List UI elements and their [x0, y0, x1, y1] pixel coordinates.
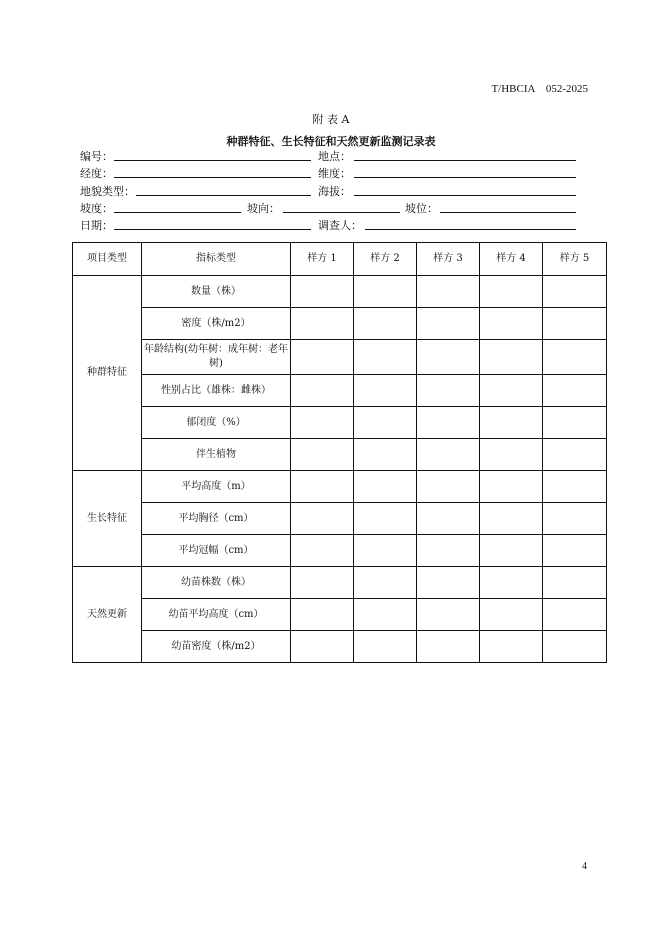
- header-plot-4: 样方 4: [480, 243, 543, 276]
- slope-position-field[interactable]: [405, 200, 576, 216]
- data-cell[interactable]: [417, 439, 480, 471]
- data-cell[interactable]: [543, 599, 607, 631]
- date-field[interactable]: [80, 217, 315, 233]
- data-cell[interactable]: [291, 340, 354, 375]
- data-cell[interactable]: [291, 407, 354, 439]
- data-cell[interactable]: [480, 631, 543, 663]
- form-title: 种群特征、生长特征和天然更新监测记录表: [226, 135, 436, 148]
- indicator-cell: 平均高度（m）: [142, 471, 291, 503]
- slope-input-line[interactable]: [114, 212, 241, 213]
- code-label: 编号：: [80, 150, 113, 163]
- data-cell[interactable]: [354, 535, 417, 567]
- indicator-cell: 平均冠幅（cm）: [142, 535, 291, 567]
- header-category: 项目类型: [73, 243, 142, 276]
- data-cell[interactable]: [417, 535, 480, 567]
- data-cell[interactable]: [417, 340, 480, 375]
- altitude-label: 海拔：: [318, 185, 351, 198]
- data-cell[interactable]: [417, 599, 480, 631]
- altitude-input-line[interactable]: [354, 195, 576, 196]
- data-cell[interactable]: [543, 535, 607, 567]
- data-cell[interactable]: [543, 503, 607, 535]
- table-row: [73, 599, 607, 631]
- field-row-slope: [80, 200, 576, 216]
- data-cell[interactable]: [543, 308, 607, 340]
- data-cell[interactable]: [480, 535, 543, 567]
- data-cell[interactable]: [480, 439, 543, 471]
- slope-position-label: 坡位：: [405, 202, 438, 215]
- indicator-cell: 幼苗平均高度（cm）: [142, 599, 291, 631]
- investigator-input-line[interactable]: [365, 229, 576, 230]
- latitude-field[interactable]: [318, 165, 576, 181]
- data-cell[interactable]: [417, 375, 480, 407]
- table-row: [73, 503, 607, 535]
- table-row: [73, 471, 607, 503]
- data-cell[interactable]: [480, 599, 543, 631]
- indicator-cell: 幼苗株数（株）: [142, 567, 291, 599]
- table-row: [73, 407, 607, 439]
- longitude-field[interactable]: [80, 165, 315, 181]
- indicator-cell: 密度（株/m2）: [142, 308, 291, 340]
- code-field[interactable]: [80, 148, 315, 164]
- field-row-code-location: [80, 148, 576, 164]
- code-input-line[interactable]: [114, 160, 311, 161]
- altitude-field[interactable]: [318, 183, 576, 199]
- table-row: [73, 439, 607, 471]
- indicator-cell: 性别占比（雄株：雌株）: [142, 375, 291, 407]
- data-cell[interactable]: [354, 276, 417, 308]
- data-cell[interactable]: [543, 631, 607, 663]
- date-label: 日期：: [80, 219, 113, 232]
- indicator-cell: 幼苗密度（株/m2）: [142, 631, 291, 663]
- document-code: T/HBCIA 052-2025: [491, 83, 588, 95]
- location-input-line[interactable]: [354, 160, 576, 161]
- latitude-input-line[interactable]: [354, 177, 576, 178]
- header-plot-2: 样方 2: [354, 243, 417, 276]
- landform-field[interactable]: [80, 183, 315, 199]
- longitude-input-line[interactable]: [114, 177, 311, 178]
- data-cell[interactable]: [354, 471, 417, 503]
- data-cell[interactable]: [480, 276, 543, 308]
- table-row: [73, 567, 607, 599]
- data-cell[interactable]: [480, 308, 543, 340]
- data-cell[interactable]: [291, 375, 354, 407]
- data-cell[interactable]: [291, 276, 354, 308]
- data-cell[interactable]: [543, 340, 607, 375]
- data-cell[interactable]: [417, 276, 480, 308]
- location-field[interactable]: [318, 148, 576, 164]
- data-cell[interactable]: [480, 471, 543, 503]
- table-header-row: [73, 243, 607, 276]
- page-number: 4: [582, 861, 587, 872]
- aspect-label: 坡向：: [247, 202, 280, 215]
- table-row: [73, 340, 607, 375]
- investigator-field[interactable]: [318, 217, 576, 233]
- data-cell[interactable]: [291, 308, 354, 340]
- data-cell[interactable]: [354, 503, 417, 535]
- landform-input-line[interactable]: [136, 195, 311, 196]
- data-cell[interactable]: [543, 567, 607, 599]
- table-row: [73, 375, 607, 407]
- field-row-landform-altitude: [80, 183, 576, 199]
- indicator-cell: 伴生植物: [142, 439, 291, 471]
- appendix-title: 附 表 A: [312, 113, 350, 126]
- data-cell[interactable]: [480, 340, 543, 375]
- data-cell[interactable]: [291, 471, 354, 503]
- longitude-label: 经度：: [80, 167, 113, 180]
- indicator-cell: 平均胸径（cm）: [142, 503, 291, 535]
- data-cell[interactable]: [417, 308, 480, 340]
- table-row: [73, 535, 607, 567]
- category-growth: 生长特征: [73, 471, 142, 567]
- data-cell[interactable]: [291, 631, 354, 663]
- data-cell[interactable]: [291, 567, 354, 599]
- latitude-label: 维度：: [318, 167, 351, 180]
- data-cell[interactable]: [417, 471, 480, 503]
- category-population: 种群特征: [73, 276, 142, 471]
- indicator-cell: 年龄结构(幼年树：成年树：老年树): [142, 340, 291, 375]
- category-natural-regeneration: 天然更新: [73, 567, 142, 663]
- data-cell[interactable]: [543, 439, 607, 471]
- header-plot-1: 样方 1: [291, 243, 354, 276]
- monitoring-record-table: [72, 242, 607, 663]
- investigator-label: 调查人：: [318, 219, 362, 232]
- data-cell[interactable]: [480, 375, 543, 407]
- data-cell[interactable]: [354, 599, 417, 631]
- data-cell[interactable]: [291, 503, 354, 535]
- data-cell[interactable]: [291, 535, 354, 567]
- data-cell[interactable]: [480, 567, 543, 599]
- data-cell[interactable]: [543, 471, 607, 503]
- location-label: 地点：: [318, 150, 351, 163]
- aspect-field[interactable]: [247, 200, 403, 216]
- header-indicator: 指标类型: [142, 243, 291, 276]
- data-cell[interactable]: [354, 407, 417, 439]
- header-plot-3: 样方 3: [417, 243, 480, 276]
- data-cell[interactable]: [417, 503, 480, 535]
- slope-field[interactable]: [80, 200, 245, 216]
- table-row: [73, 308, 607, 340]
- data-cell[interactable]: [543, 407, 607, 439]
- data-cell[interactable]: [354, 439, 417, 471]
- aspect-input-line[interactable]: [283, 212, 400, 213]
- data-cell[interactable]: [354, 340, 417, 375]
- data-cell[interactable]: [417, 567, 480, 599]
- indicator-cell: 郁闭度（%）: [142, 407, 291, 439]
- data-cell[interactable]: [417, 407, 480, 439]
- date-input-line[interactable]: [114, 229, 311, 230]
- table-row: [73, 631, 607, 663]
- landform-label: 地貌类型：: [80, 185, 135, 198]
- data-cell[interactable]: [543, 375, 607, 407]
- field-row-date-investigator: [80, 217, 576, 233]
- table-row: [73, 276, 607, 308]
- data-cell[interactable]: [480, 503, 543, 535]
- data-cell[interactable]: [354, 308, 417, 340]
- data-cell[interactable]: [543, 276, 607, 308]
- indicator-cell: 数量（株）: [142, 276, 291, 308]
- data-cell[interactable]: [291, 439, 354, 471]
- data-cell[interactable]: [291, 599, 354, 631]
- header-plot-5: 样方 5: [543, 243, 607, 276]
- data-cell[interactable]: [417, 631, 480, 663]
- field-row-coordinates: [80, 165, 576, 181]
- data-cell[interactable]: [354, 567, 417, 599]
- data-cell[interactable]: [480, 407, 543, 439]
- data-cell[interactable]: [354, 631, 417, 663]
- data-cell[interactable]: [354, 375, 417, 407]
- slope-position-input-line[interactable]: [440, 212, 576, 213]
- slope-label: 坡度：: [80, 202, 113, 215]
